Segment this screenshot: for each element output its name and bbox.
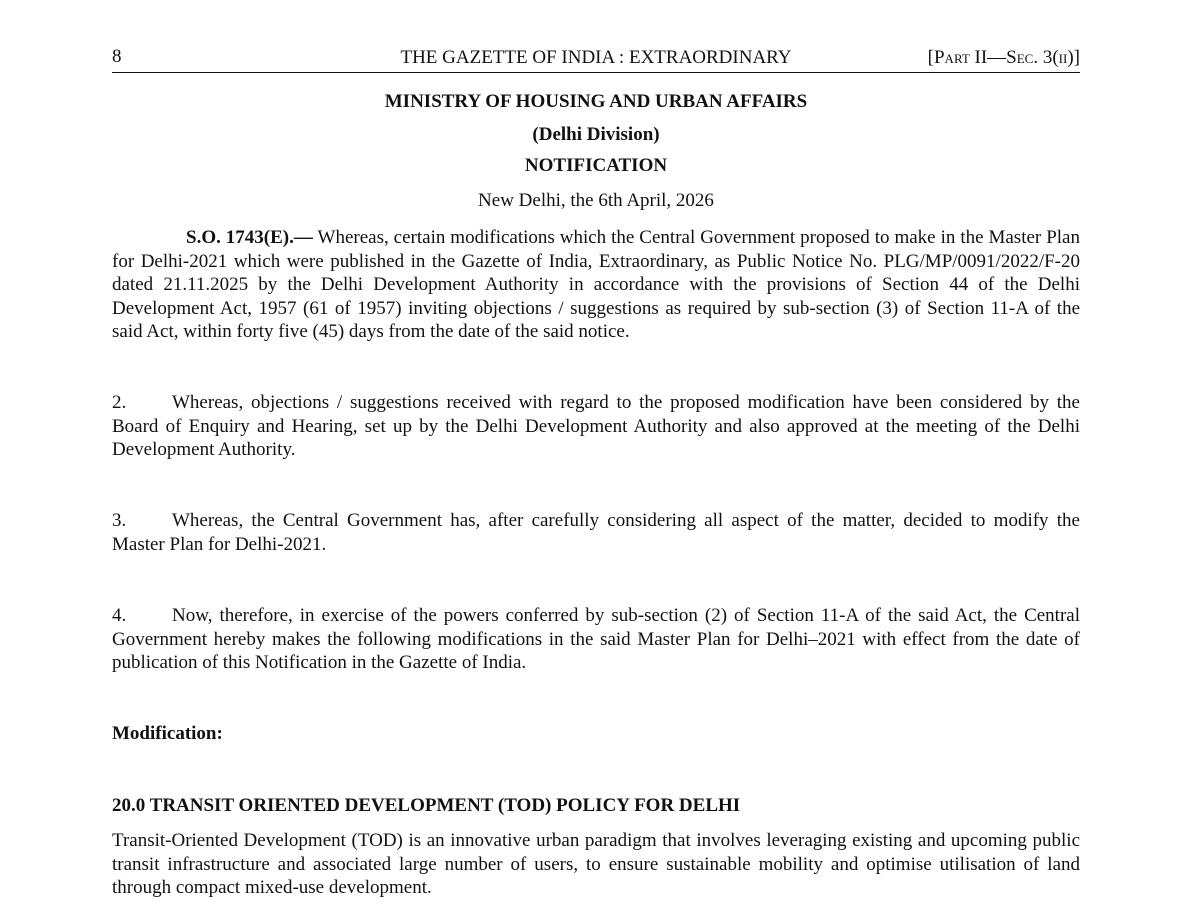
section-title: 20.0 TRANSIT ORIENTED DEVELOPMENT (TOD) POLICY FOR DELHI [112, 795, 741, 816]
place-date: New Delhi, the 6th April, 2026 [478, 190, 714, 211]
paragraph-2 [112, 391, 1080, 462]
modification-label: Modification: [112, 723, 223, 744]
notification-heading: NOTIFICATION [524, 155, 668, 176]
paragraph-3-number: 3. [112, 510, 127, 531]
paragraph-4 [112, 604, 1080, 675]
paragraph-1-text: Whereas, certain modifications which the Central Government proposed to make in the Master Plan for Delhi-2021 which were published in the Gazette of India, Extraordinary, as Public Notice No. PLG/MP/0091/2022/F-20 dated 21.11.2025 by the Delhi Development Authority in accordance with the provisions of Section 44 of the Delhi Development Act, 1957 (61 of 1957) inviting objections / suggestions as required by sub-section (3) of Section 11-A of the said Act, within forty five (45) days from the date of the said notice. [112, 227, 1080, 342]
division-heading: (Delhi Division) [532, 124, 660, 145]
part-section: [Part II—Sec. 3(ii)] [927, 47, 1080, 68]
page-number: 8 [112, 46, 122, 67]
paragraph-1 [112, 226, 1080, 344]
paragraph-2-number: 2. [112, 392, 127, 413]
section-text: Transit-Oriented Development (TOD) is an innovative urban paradigm that involves leveraging existing and upcoming public transit infrastructure and associated large number of users, to ensure sustainable mobility and optimise utilisation of land through compact mixed-use development. [112, 830, 1080, 898]
gazette-title: THE GAZETTE OF INDIA : EXTRAORDINARY [400, 47, 792, 68]
paragraph-2-text: Whereas, objections / suggestions received with regard to the proposed modification have been considered by the Board of Enquiry and Hearing, set up by the Delhi Development Authority and also approved at the meeting of the Delhi Development Authority. [112, 392, 1080, 460]
paragraph-3-text: Whereas, the Central Government has, after carefully considering all aspect of the matter, decided to modify the Master Plan for Delhi-2021. [112, 510, 1080, 555]
paragraph-4-number: 4. [112, 605, 127, 626]
page-header [112, 44, 1080, 73]
ministry-heading: MINISTRY OF HOUSING AND URBAN AFFAIRS [384, 91, 808, 112]
so-number: S.O. 1743(E).— [186, 227, 313, 248]
paragraph-3 [112, 509, 1080, 556]
paragraph-4-text: Now, therefore, in exercise of the powers conferred by sub-section (2) of Section 11-A of the said Act, the Central Government hereby makes the following modifications in the said Master Plan for Delhi–2021 with effect from the date of publication of this Notification in the Gazette of India. [112, 605, 1080, 673]
